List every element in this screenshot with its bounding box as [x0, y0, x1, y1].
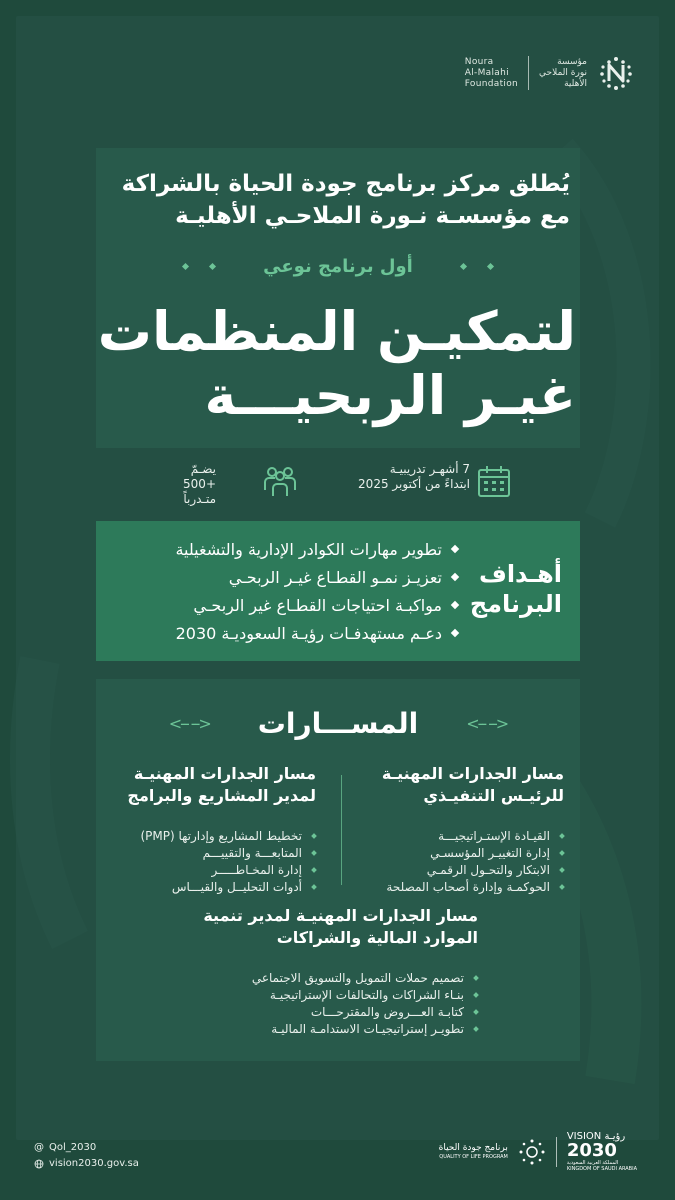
vision-2030-logo	[567, 1132, 637, 1172]
footer-divider	[556, 1137, 557, 1167]
social-handle[interactable]	[34, 1140, 139, 1156]
quality-of-life-emblem-icon	[518, 1138, 546, 1166]
vision-year: 2030	[566, 1140, 617, 1161]
tracks-divider	[341, 775, 342, 885]
website-link[interactable]	[34, 1156, 139, 1172]
diamond-bullet-icon	[559, 850, 565, 856]
track-item	[354, 878, 564, 895]
diamond-bullet-icon	[451, 545, 459, 553]
diamond-bullet-icon	[311, 833, 317, 839]
footer-contacts	[34, 1140, 139, 1172]
noura-foundation-logo-icon	[597, 54, 635, 92]
diamond-bullet-icon	[559, 833, 565, 839]
diamond-bullet-icon	[559, 867, 565, 873]
duration-stat	[330, 462, 470, 492]
track-item	[106, 878, 316, 895]
at-icon: @	[34, 1142, 44, 1153]
goals-list	[108, 535, 458, 647]
goal-text: تطوير مهارات الكوادر الإدارية والتشغيلية	[175, 539, 442, 559]
diamond-bullet-icon	[311, 850, 317, 856]
track-item-text: بنـاء الشراكات والتحالفات الإستراتيجيـة	[269, 987, 464, 1002]
vision-label: VISION	[566, 1131, 602, 1142]
track-item-text: تطويـر إستراتيجيـات الاستدامـة الماليـة	[271, 1021, 464, 1036]
track-item	[106, 827, 316, 844]
diamond-bullet-icon	[473, 1009, 479, 1015]
diamond-icon	[209, 262, 216, 269]
goal-item	[108, 591, 458, 619]
track-item-text: كتابـة العـــروض والمقترحـــات	[310, 1004, 464, 1019]
track-item-text: القيـادة الإستـراتيجيـــة	[438, 828, 550, 843]
track-item-text: المتابعـــة والتقييـــم	[202, 845, 302, 860]
goal-text: تعزيـز نمـو القطـاع غيـر الربحـي	[228, 567, 442, 587]
diamond-bullet-icon	[473, 975, 479, 981]
goal-text: دعـم مستهدفـات رؤيـة السعوديـة 2030	[175, 623, 442, 643]
tracks-header	[96, 703, 580, 743]
diamond-bullet-icon	[559, 884, 565, 890]
website-text: vision2030.gov.sa	[49, 1158, 139, 1169]
footer-logos	[438, 1131, 637, 1172]
program-stats	[150, 462, 520, 506]
vision-country-en: KINGDOM OF SAUDI ARABIA	[566, 1166, 637, 1172]
vision-ar: رؤيـة	[604, 1131, 626, 1142]
trainees-line2: +500 متـدرباً	[183, 477, 216, 506]
track-items	[354, 827, 564, 895]
diamond-bullet-icon	[311, 867, 317, 873]
diamond-bullet-icon	[473, 992, 479, 998]
track-financial-resources	[198, 905, 478, 1037]
quality-of-life-logo	[439, 1143, 508, 1161]
track-items	[198, 969, 478, 1037]
goal-item	[108, 535, 458, 563]
diamond-bullet-icon	[473, 1026, 479, 1032]
logo-divider	[528, 56, 529, 90]
track-item	[106, 861, 316, 878]
track-item	[198, 969, 478, 986]
diamond-icon	[460, 262, 467, 269]
social-handle-text: Qol_2030	[49, 1142, 97, 1153]
duration-line2: ابتداءً من أكتوبر 2025	[358, 477, 470, 491]
tracks-panel	[96, 679, 580, 1061]
tracks-title: المســـارات	[257, 706, 419, 740]
track-item-text: تصميم حملات التمويل والتسويق الاجتماعي	[251, 970, 464, 985]
goal-item	[108, 619, 458, 647]
double-arrow-icon: <-- -->	[168, 713, 210, 733]
trainees-stat	[150, 462, 216, 507]
track-item-text: أدوات التحليــل والقيـــاس	[171, 879, 302, 894]
track-item-text: الحوكمـة وإدارة أصحاب المصلحة	[386, 879, 550, 894]
double-arrow-icon: <-- -->	[466, 713, 508, 733]
track-project-manager	[106, 763, 316, 895]
diamond-bullet-icon	[311, 884, 317, 890]
track-item	[354, 827, 564, 844]
subtitle: أول برنامج نوعي	[263, 255, 413, 277]
track-item-text: إدارة التغييـر المؤسسـي	[430, 845, 550, 860]
foundation-logo	[465, 54, 635, 92]
track-item	[354, 844, 564, 861]
track-item	[106, 844, 316, 861]
track-executive	[354, 763, 564, 895]
logo-name-en: Noura Al-Malahi Foundation	[464, 56, 519, 89]
people-group-icon	[262, 464, 298, 498]
track-item	[198, 1003, 478, 1020]
track-title: مسار الجدارات المهنيـة للرئيـس التنفيـذي	[381, 764, 564, 805]
goals-panel	[96, 521, 580, 661]
ql-name-ar: برنامج جودة الحياة	[438, 1143, 508, 1153]
track-item	[354, 861, 564, 878]
track-title: مسار الجدارات المهنيـة لمدير المشاريع والبرامج	[127, 764, 316, 805]
goals-title: أهـداف البرنامج	[469, 560, 562, 618]
diamond-icon	[487, 262, 494, 269]
logo-name-ar: مؤسسة نورة الملاحي الأهلية	[539, 56, 587, 89]
globe-icon	[34, 1159, 44, 1169]
diamond-bullet-icon	[451, 629, 459, 637]
track-item	[198, 986, 478, 1003]
calendar-icon	[476, 464, 512, 498]
intro-text: يُطلق مركز برنامج جودة الحياة بالشراكة مع مؤسسـة نـورة الملاحـي الأهليـة	[121, 171, 570, 229]
main-title: لتمكيـن المنظمات غيـر الربحيـــة	[97, 300, 576, 427]
duration-line1: 7 أشهـر تدريبيـة	[389, 462, 470, 476]
diamond-icon	[182, 262, 189, 269]
trainees-line1: يضـمّ	[190, 462, 216, 476]
track-items	[106, 827, 316, 895]
track-title: مسار الجدارات المهنيـة لمدير تنمية الموارد المالية والشراكات	[203, 906, 478, 947]
track-item	[198, 1020, 478, 1037]
ql-name-en: QUALITY OF LIFE PROGRAM	[439, 1154, 508, 1160]
track-item-text: إدارة المخـاطـــــر	[211, 862, 302, 877]
goal-text: مواكبـة احتياجات القطـاع غير الربحـي	[193, 595, 442, 615]
vision-country-ar: المملكة العربية السعودية	[566, 1160, 619, 1166]
track-item-text: الابتكار والتحـول الرقمـي	[426, 862, 550, 877]
goal-item	[108, 563, 458, 591]
subtitle-row	[96, 252, 580, 280]
diamond-bullet-icon	[451, 573, 459, 581]
track-item-text: تخطيط المشاريع وإدارتها (PMP)	[140, 828, 302, 843]
diamond-bullet-icon	[451, 601, 459, 609]
